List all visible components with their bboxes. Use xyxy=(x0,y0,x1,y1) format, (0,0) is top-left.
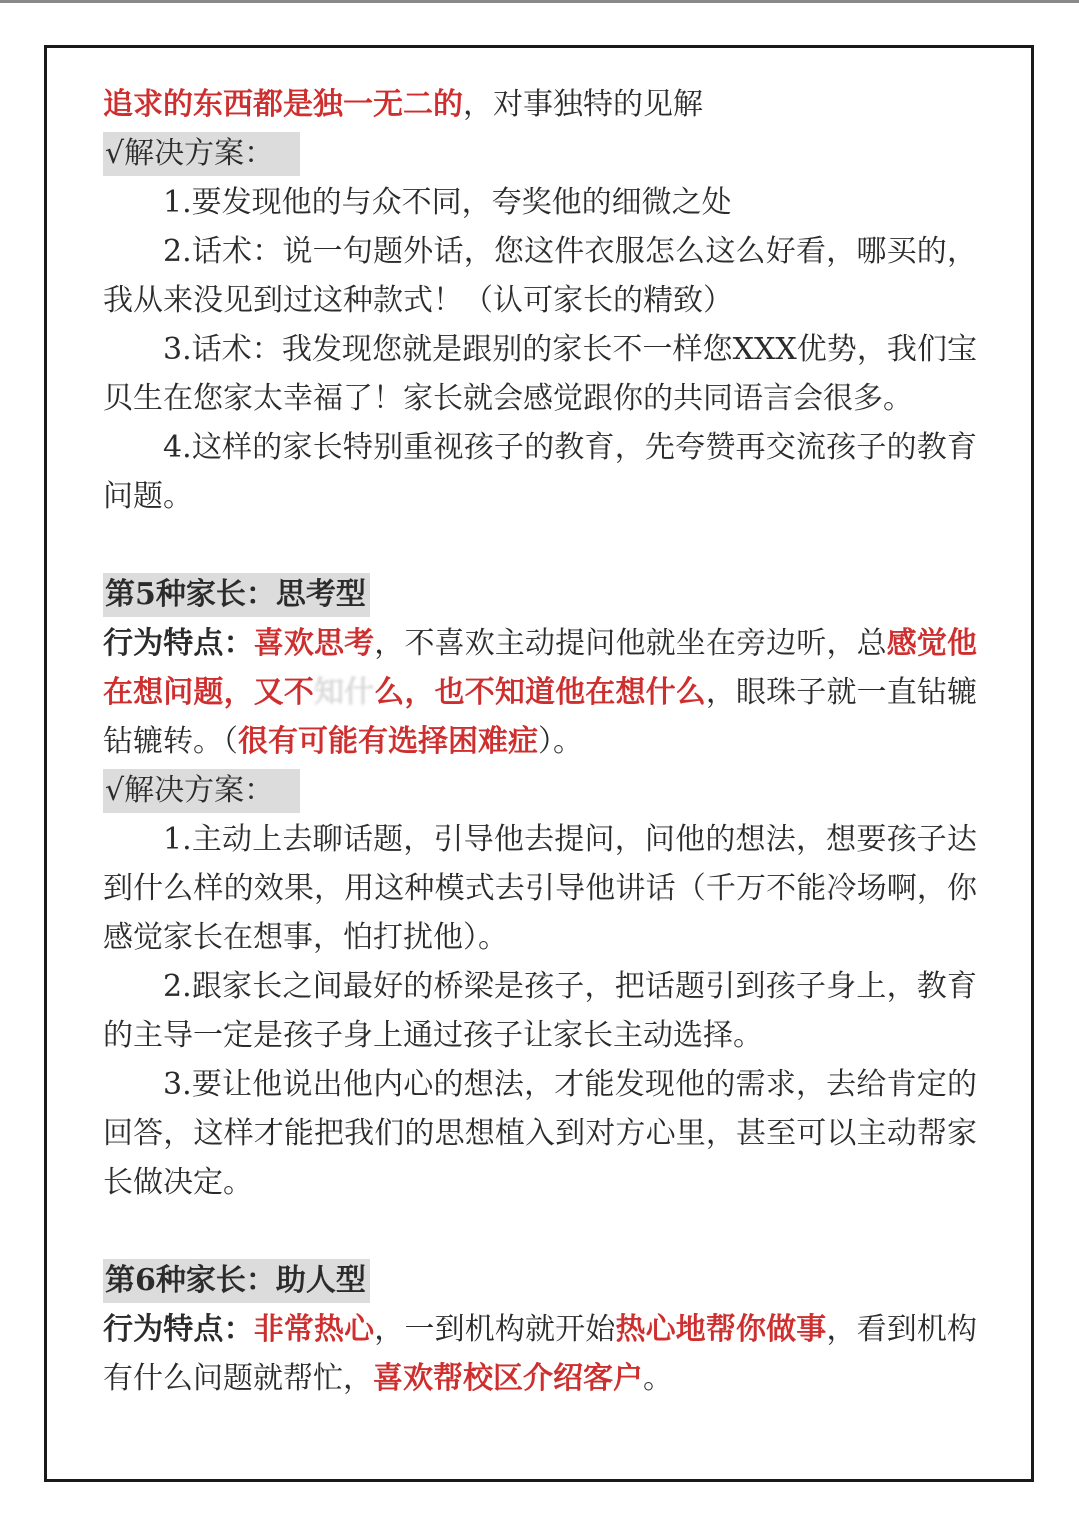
highlight-text: 喜欢帮校区介绍客户 xyxy=(373,1361,643,1396)
body-text: ）。 xyxy=(538,724,583,759)
highlight-text: 喜欢思考 xyxy=(253,626,375,661)
blurred-text: 知什 xyxy=(314,675,375,710)
list-item: 4.这样的家长特别重视孩子的教育，先夸赞再交流孩子的教育问题。 xyxy=(103,430,977,514)
list-item: 2.话术：说一句题外话，您这件衣服怎么这么好看，哪买的，我从来没见到过这种款式！（认可家长的精致） xyxy=(103,234,977,318)
list-item: 3.话术：我发现您就是跟别的家长不一样您XXX优势，我们宝贝生在您家太幸福了！家长就会感觉跟你的共同语言会很多。 xyxy=(103,332,977,416)
solution-label: √解决方案： xyxy=(103,769,300,813)
body-text: ，一到机构就开始 xyxy=(374,1312,616,1347)
top-divider xyxy=(0,0,1079,3)
body-text: ，眼珠子就一直钻辘钻辘转。（ xyxy=(103,675,978,759)
list-item: 1.主动上去聊话题，引导他去提问，问他的想法，想要孩子达到什么样的效果，用这种模式去引导他讲话（千万不能冷场啊，你感觉家长在想事，怕打扰他）。 xyxy=(103,822,977,955)
document-body xyxy=(103,80,977,1403)
list-item: 2.跟家长之间最好的桥梁是孩子，把话题引到孩子身上，教育的主导一定是孩子身上通过孩子让家长主动选择。 xyxy=(103,969,977,1053)
spacer xyxy=(103,1207,977,1256)
behavior-paragraph xyxy=(103,1305,977,1403)
body-text: ，不喜欢主动提问他就坐在旁边听，总 xyxy=(374,626,887,661)
intro-text: ，对事独特的见解 xyxy=(463,87,703,122)
highlight-text: 么，也不知道他在想什么 xyxy=(374,675,706,710)
highlight-text: 很有可能有选择困难症 xyxy=(238,724,538,759)
behavior-label: 行为特点： xyxy=(103,1312,254,1347)
body-text: ，看到机构有什么问题就帮忙， xyxy=(103,1312,978,1396)
behavior-paragraph xyxy=(103,619,977,766)
solution-label: √解决方案： xyxy=(103,132,300,176)
section-heading: 第6种家长：助人型 xyxy=(103,1259,370,1303)
behavior-label: 行为特点： xyxy=(103,626,254,661)
highlight-text: 感觉他在想问题，又不 xyxy=(103,626,978,710)
highlight-text: 热心地帮你做事 xyxy=(615,1312,827,1347)
list-item: 3.要让他说出他内心的想法，才能发现他的需求，去给肯定的回答，这样才能把我们的思想植入到对方心里，甚至可以主动帮家长做决定。 xyxy=(103,1067,977,1200)
spacer xyxy=(103,521,977,570)
highlight-text: 非常热心 xyxy=(253,1312,375,1347)
section-heading: 第5种家长：思考型 xyxy=(103,573,370,617)
intro-highlight: 追求的东西都是独一无二的 xyxy=(103,87,463,122)
list-item: 1.要发现他的与众不同，夸奖他的细微之处 xyxy=(163,185,732,220)
intro-line xyxy=(103,80,977,129)
body-text: 。 xyxy=(643,1361,673,1396)
